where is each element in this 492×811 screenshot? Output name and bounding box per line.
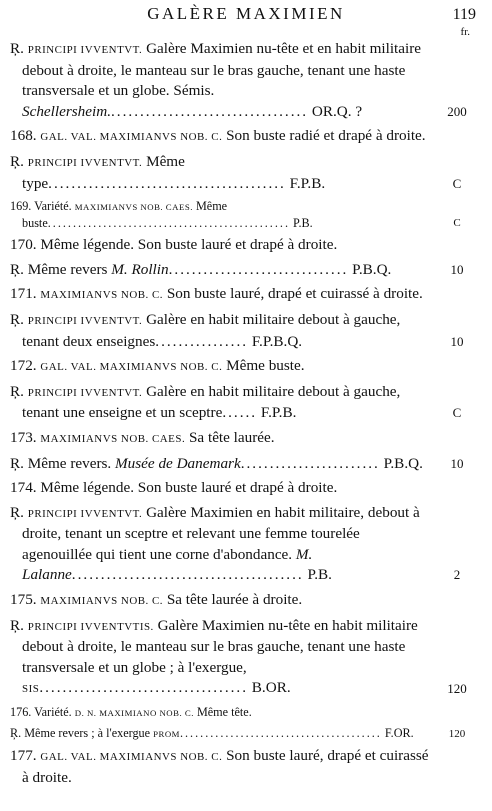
catalogue-entry (0, 725, 492, 742)
entry-description: Sa tête laurée. (185, 428, 275, 446)
coin-legend: PRINCIPI IVVENTVT. (27, 314, 143, 327)
leader-dots: ........................................ (71, 566, 304, 584)
catalogue-entry (0, 152, 492, 194)
entry-description: Galère Maximien nu-tête en habit militaire debout à droite, le manteau sur le bras gauche, tenant une haste transversale et un globe ; à l'exergue, (22, 616, 418, 676)
collection-name: M. Lalanne (22, 545, 313, 584)
catalogue-entry (0, 704, 492, 721)
collection-name: M. Rollin (111, 260, 169, 278)
reverse-mark: Ŗ. (10, 310, 28, 328)
leader-dots: .................................... (39, 679, 248, 697)
coin-legend: PRINCIPI IVVENTVT. (27, 386, 143, 399)
leader-dots: ................ (155, 332, 249, 350)
catalogue-entry (0, 454, 492, 475)
entry-description: Son buste lauré, drapé et cuirassé à droite. (163, 285, 423, 303)
mint-mark: SIS (22, 683, 40, 696)
catalogue-entry (0, 126, 492, 148)
rarity-value: C (452, 405, 462, 421)
catalogue-entry (0, 590, 492, 612)
entry-description: Son buste lauré, drapé et cuirassé à droite. (22, 747, 429, 786)
catalogue-entry (0, 284, 492, 306)
coin-legend: MAXIMIANVS NOB. CAES. (74, 202, 193, 213)
entry-description: 170. Même légende. Son buste lauré et drapé à droite. (10, 236, 338, 254)
catalogue-entry (0, 235, 492, 256)
entry-description: Même tête. (193, 705, 252, 720)
collection-name: Musée de Danemark (115, 454, 241, 472)
catalogue-entry (0, 356, 492, 378)
entry-description: Galère en habit militaire debout à gauche, tenant une enseigne et un sceptre (22, 382, 401, 422)
catalogue-entry (0, 310, 492, 352)
entry-description: Sa tête laurée à droite. (163, 591, 303, 609)
catalogue-entry (0, 503, 492, 586)
metal-module: B.OR. (248, 679, 291, 697)
catalogue-entry (0, 198, 492, 231)
coin-legend: MAXIMIANVS NOB. C. (40, 289, 164, 302)
entry-description: 169. Variété. (10, 199, 75, 214)
catalogue-entry (0, 428, 492, 450)
entry-description: Ŗ. Même revers. (10, 454, 116, 472)
reverse-mark: Ŗ. (10, 40, 28, 57)
leader-dots: ................................................ (47, 216, 290, 231)
reverse-mark: Ŗ. (10, 382, 28, 400)
page-title: GALÈRE MAXIMIEN (147, 4, 345, 23)
rarity-value: C (453, 217, 461, 230)
catalogue-entry (0, 478, 492, 499)
coin-legend: PRINCIPI IVVENTVT. (27, 507, 143, 520)
catalogue-entry (0, 382, 492, 424)
leader-dots: ...... (222, 404, 258, 422)
entry-description: Même buste (22, 199, 228, 231)
mint-mark: PROM (153, 729, 180, 740)
metal-module: OR.Q. ? (308, 102, 363, 120)
entry-description: 176. Variété. (10, 705, 75, 720)
entry-description: Même buste. (222, 357, 305, 375)
entry-description: Même type (22, 152, 185, 192)
entry-description: 174. Même légende. Son buste lauré et drapé à droite. (10, 479, 338, 497)
rarity-value: 2 (453, 567, 461, 583)
entry-description: Galère Maximien nu-tête et en habit militaire debout à droite, le manteau sur le bras gauche, tenant une haste transversale et un globe. Sémis. (22, 40, 422, 100)
coin-legend: PRINCIPI IVVENTVT. (27, 44, 143, 56)
coin-legend: GAL. VAL. MAXIMIANVS NOB. C. (40, 751, 223, 764)
metal-module: F.OR. (381, 726, 414, 741)
coin-legend: GAL. VAL. MAXIMIANVS NOB. C. (40, 131, 223, 144)
entry-description: 171. (10, 285, 41, 303)
catalogue-entry (0, 746, 492, 788)
entry-description: Ŗ. Même revers (10, 260, 112, 278)
metal-module: F.P.B. (285, 174, 326, 192)
entry-number: 175. (10, 591, 41, 609)
reverse-mark: Ŗ. (10, 152, 28, 170)
rarity-value: 200 (447, 103, 467, 119)
value-unit: fr. (460, 26, 470, 38)
leader-dots: ........................................ (179, 726, 382, 741)
leader-dots: ............................... (168, 260, 349, 278)
metal-module: P.B.Q. (379, 454, 423, 472)
leader-dots: ......................................... (48, 174, 286, 192)
rarity-value: 120 (447, 681, 467, 697)
reverse-mark: Ŗ. (10, 503, 28, 521)
entry-description: Galère Maximien en habit militaire, debout à droite, tenant un sceptre et relevant une femme tourelée agenouillée qui tient une corne d'abondance. (22, 503, 420, 563)
metal-module: P.B. (303, 566, 332, 584)
coin-legend: MAXIMIANVS NOB. CAES. (40, 432, 186, 445)
reverse-mark: Ŗ. (10, 616, 28, 634)
entry-number: 172. (10, 357, 41, 375)
leader-dots: .................................. (111, 102, 309, 120)
metal-module: P.B.Q. (348, 260, 392, 278)
entry-number: 168. (10, 127, 41, 145)
metal-module: P.B. (289, 216, 313, 231)
collection-name: Schellersheim. (22, 102, 111, 120)
coin-legend: D. N. MAXIMIANO NOB. C. (74, 708, 194, 719)
leader-dots: ........................ (240, 454, 380, 472)
page-number: 119 (452, 6, 476, 23)
coin-legend: GAL. VAL. MAXIMIANVS NOB. C. (40, 361, 223, 374)
entry-description: Son buste radié et drapé à droite. (222, 127, 426, 145)
coin-legend: PRINCIPI IVVENTVT. (27, 156, 143, 169)
catalogue-entry (0, 39, 492, 122)
catalogue-entry (0, 260, 492, 281)
metal-module: F.P.B. (257, 404, 297, 422)
entry-number: 173. (10, 428, 41, 446)
rarity-value: 10 (450, 261, 464, 277)
rarity-value: C (452, 175, 462, 191)
entry-description: Ŗ. Même revers ; à l'exergue (10, 726, 154, 741)
entry-number: 177. (10, 747, 41, 765)
rarity-value: 10 (450, 455, 464, 471)
catalogue-entries (0, 39, 492, 788)
catalogue-entry (0, 616, 492, 700)
coin-legend: MAXIMIANVS NOB. C. (40, 595, 164, 608)
entry-description: Galère en habit militaire debout à gauche, tenant deux enseignes (22, 310, 401, 350)
rarity-value: 120 (448, 728, 466, 741)
metal-module: F.P.B.Q. (248, 332, 303, 350)
rarity-value: 10 (450, 333, 464, 349)
coin-legend: PRINCIPI IVVENTVTIS. (27, 620, 154, 633)
